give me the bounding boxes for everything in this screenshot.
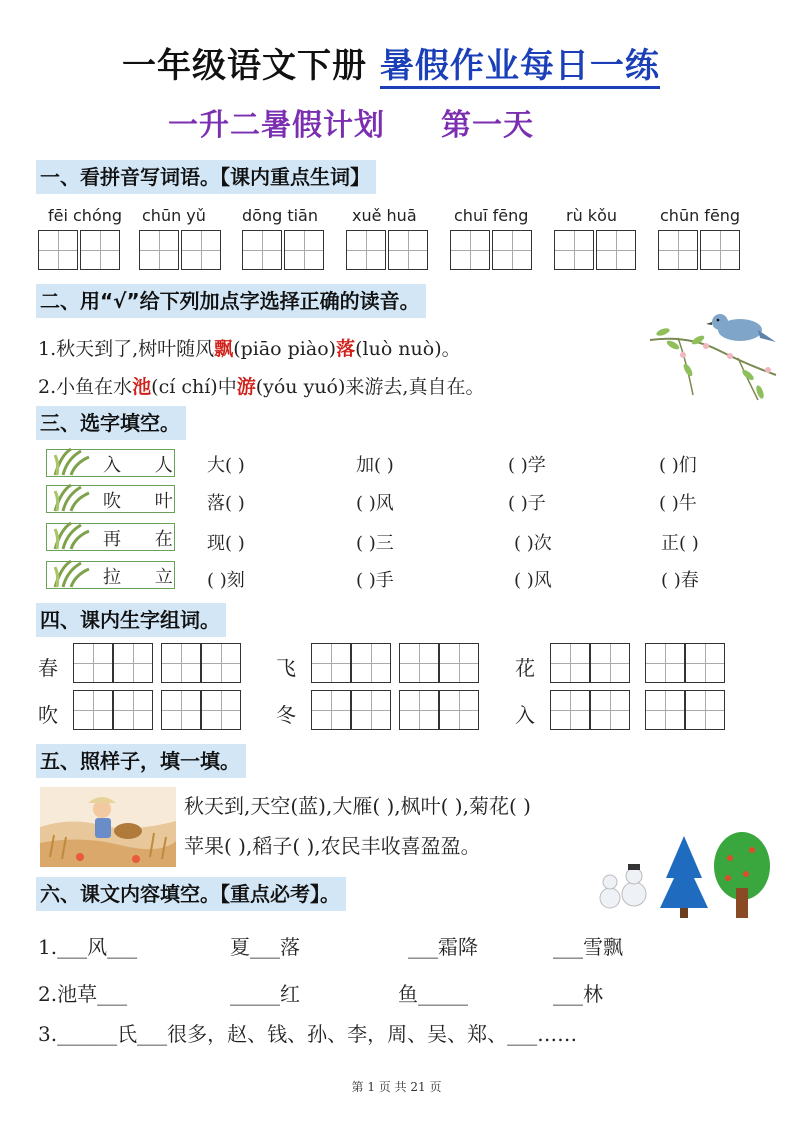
dotted-char: 飘 [214,338,234,360]
harvest-illustration [40,787,176,867]
fill-blank[interactable]: _____红 [230,982,300,1006]
writing-box[interactable] [590,643,630,683]
fill-blank[interactable]: ( )次 [514,533,552,554]
writing-box[interactable] [550,690,590,730]
fill-blank[interactable]: 落( ) [207,493,245,514]
writing-box[interactable] [645,643,685,683]
source-char: 春 [38,656,58,680]
writing-box[interactable] [399,643,439,683]
pinyin-1: fēi chóng [48,206,123,225]
pinyin-5: chuī fēng [454,206,529,225]
writing-box[interactable] [139,230,179,270]
writing-box[interactable] [399,690,439,730]
subtitle-day: 第一天 [441,108,534,143]
fill-blank[interactable]: 1.___风___ [38,935,138,959]
page-number: 第 1 页 共 21 页 [351,1080,442,1094]
writing-box[interactable] [492,230,532,270]
page-title [122,38,660,87]
writing-box[interactable] [181,230,221,270]
writing-box[interactable] [658,230,698,270]
pinyin-6: rù kǒu [566,206,617,225]
source-char: 飞 [276,656,296,680]
source-char: 花 [515,656,535,680]
reading-line-2 [38,372,484,399]
section6-title: 六、课文内容填空。 [40,882,220,906]
fill-blank[interactable]: 正( ) [661,533,699,554]
word-pair: 再 在 [103,529,187,550]
writing-box[interactable] [113,643,153,683]
pattern-line-2[interactable]: 苹果( ),稻子( ),农民丰收喜盈盈。 [184,834,481,858]
fill-blank[interactable]: 加( ) [356,455,394,476]
title-highlight: 暑假作业每日一练 [380,46,660,89]
fill-blank[interactable]: ( )学 [508,455,546,476]
writing-box[interactable] [685,690,725,730]
writing-box[interactable] [73,690,113,730]
writing-box[interactable] [113,690,153,730]
source-char: 吹 [38,703,58,727]
writing-box[interactable] [161,643,201,683]
fill-blank[interactable]: ( )三 [356,533,394,554]
reed-icon [51,519,93,551]
line1-options-b[interactable]: (luò nuò)。 [355,338,461,360]
fill-blank[interactable]: ( )春 [661,570,699,591]
fill-blank[interactable]: ( )风 [514,570,552,591]
fill-line-3[interactable]: 3.______氏___很多，赵、钱、孙、李，周、吴、郑、___…… [38,1022,578,1046]
writing-box[interactable] [161,690,201,730]
section3-heading: 三、选字填空。 [36,406,186,440]
section5-heading: 五、照样子，填一填。 [36,744,246,778]
line2-options-b[interactable]: (yóu yuó)来游去,真自在。 [255,376,485,398]
section6-heading [36,877,346,911]
reading-line-1 [38,334,461,361]
pattern-line-1[interactable]: 秋天到,天空(蓝),大雁( ),枫叶( ),菊花( ) [184,794,531,818]
word-pair-box [46,561,187,589]
line2-text-a: 2.小鱼在水 [38,376,133,398]
writing-box[interactable] [311,690,351,730]
fill-blank[interactable]: 现( ) [207,533,245,554]
writing-box[interactable] [73,643,113,683]
dotted-char: 游 [236,376,256,398]
writing-box[interactable] [80,230,120,270]
word-pair: 吹 叶 [103,491,187,512]
writing-box[interactable] [351,690,391,730]
word-pair: 拉 立 [103,567,187,588]
writing-box[interactable] [346,230,386,270]
writing-box[interactable] [351,643,391,683]
reed-icon [51,445,93,477]
section6-tag: 【重点必考】。 [220,882,340,906]
fill-blank[interactable]: ___霜降 [408,935,478,959]
writing-box[interactable] [439,643,479,683]
writing-box[interactable] [201,643,241,683]
fill-blank[interactable]: 鱼_____ [398,982,468,1006]
word-pair-box [46,485,187,513]
bird-on-branch-illustration [648,300,778,405]
section1-heading: 一、看拼音写词语。【课内重点生词】 [36,160,376,194]
writing-box[interactable] [284,230,324,270]
page-subtitle [168,100,534,144]
writing-box[interactable] [685,643,725,683]
writing-box[interactable] [590,690,630,730]
fill-blank[interactable]: ( )手 [356,570,394,591]
writing-box[interactable] [311,643,351,683]
writing-box[interactable] [596,230,636,270]
fill-blank[interactable]: 夏___落 [230,935,300,959]
fill-blank[interactable]: 大( ) [207,455,245,476]
fill-blank[interactable]: 2.池草___ [38,982,128,1006]
writing-box[interactable] [450,230,490,270]
word-pair-box [46,523,187,551]
fill-blank[interactable]: ( )牛 [659,493,697,514]
line1-options-a[interactable]: (piāo piào) [233,338,337,360]
fill-blank[interactable]: ( )刻 [207,570,245,591]
source-char: 冬 [276,703,296,727]
dotted-char: 落 [336,338,356,360]
word-pair: 入 人 [103,455,187,476]
subtitle-plan: 一升二暑假计划 [168,108,385,143]
fill-blank[interactable]: ( )风 [356,493,394,514]
fill-blank[interactable]: ( )子 [508,493,546,514]
line1-text-a: 1.秋天到了,树叶随风 [38,338,215,360]
pinyin-3: dōng tiān [242,206,318,225]
line2-options-a[interactable]: (cí chí)中 [151,376,237,398]
writing-box[interactable] [554,230,594,270]
pinyin-2: chūn yǔ [142,206,206,225]
writing-box[interactable] [645,690,685,730]
reed-icon [51,481,93,513]
writing-box[interactable] [242,230,282,270]
writing-box[interactable] [550,643,590,683]
writing-box[interactable] [201,690,241,730]
winter-trees-illustration [596,828,774,922]
reed-icon [51,557,93,589]
source-char: 入 [515,703,535,727]
pinyin-7: chūn fēng [660,206,741,225]
writing-box[interactable] [700,230,740,270]
writing-box[interactable] [388,230,428,270]
fill-blank[interactable]: ( )们 [659,455,697,476]
pinyin-4: xuě huā [352,206,417,225]
title-main: 一年级语文下册 [122,46,367,86]
section2-heading: 二、用“√”给下列加点字选择正确的读音。 [36,284,426,318]
section4-heading: 四、课内生字组词。 [36,603,226,637]
dotted-char: 池 [132,376,152,398]
fill-blank[interactable]: ___雪飘 [553,935,623,959]
fill-blank[interactable]: ___林 [553,982,603,1006]
word-pair-box [46,449,187,477]
writing-box[interactable] [439,690,479,730]
writing-box[interactable] [38,230,78,270]
